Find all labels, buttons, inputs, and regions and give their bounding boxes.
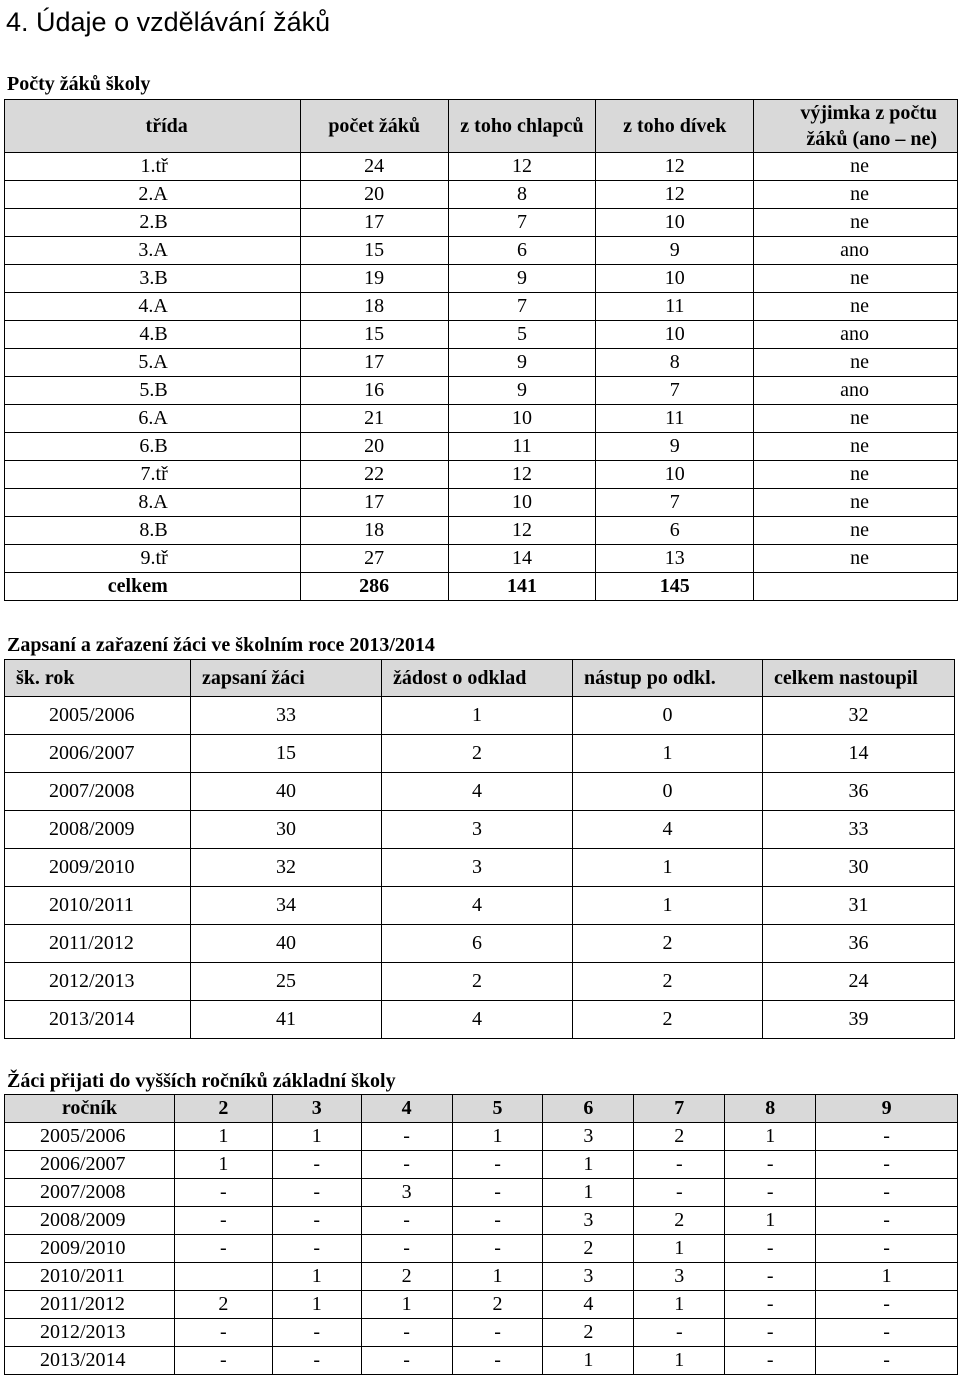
total-cell: 145 bbox=[596, 573, 754, 601]
table-cell: 1 bbox=[174, 1151, 272, 1179]
table-cell: 1 bbox=[272, 1123, 361, 1151]
table-row bbox=[5, 697, 955, 735]
table-cell: 19 bbox=[300, 265, 448, 293]
table-cell: - bbox=[272, 1235, 361, 1263]
table-cell: 1 bbox=[725, 1123, 816, 1151]
table-cell: 9 bbox=[596, 237, 754, 265]
table-row bbox=[5, 517, 958, 545]
table-cell: 2.B bbox=[5, 209, 301, 237]
table-cell: 1 bbox=[572, 849, 762, 887]
transfer-table bbox=[4, 1094, 958, 1375]
table-row bbox=[5, 1151, 958, 1179]
header-cell: celkem nastoupil bbox=[762, 660, 954, 697]
table-cell: ne bbox=[754, 293, 958, 321]
table-cell: 32 bbox=[190, 849, 381, 887]
table-cell: 20 bbox=[300, 181, 448, 209]
table-row bbox=[5, 461, 958, 489]
table-cell: - bbox=[725, 1235, 816, 1263]
table-cell: ne bbox=[754, 153, 958, 181]
table-cell: - bbox=[174, 1319, 272, 1347]
table-row bbox=[5, 1235, 958, 1263]
table-cell: 15 bbox=[300, 237, 448, 265]
table-cell: 16 bbox=[300, 377, 448, 405]
table-cell: - bbox=[174, 1179, 272, 1207]
table-cell: 7 bbox=[596, 377, 754, 405]
table-cell: 2013/2014 bbox=[5, 1001, 191, 1039]
table-cell: 4.A bbox=[5, 293, 301, 321]
table-cell: 7 bbox=[448, 293, 596, 321]
table-cell: 10 bbox=[596, 461, 754, 489]
table-cell: - bbox=[361, 1347, 452, 1375]
table-row bbox=[5, 433, 958, 461]
table-cell: - bbox=[272, 1179, 361, 1207]
table-cell: 10 bbox=[596, 209, 754, 237]
table-cell: 9 bbox=[448, 265, 596, 293]
table-cell: 6 bbox=[448, 237, 596, 265]
header-cell: 3 bbox=[272, 1095, 361, 1123]
table-row bbox=[5, 181, 958, 209]
table-cell: 6 bbox=[596, 517, 754, 545]
header-cell: šk. rok bbox=[5, 660, 191, 697]
table-cell: 13 bbox=[596, 545, 754, 573]
table-cell: - bbox=[174, 1347, 272, 1375]
table-cell: 1 bbox=[816, 1263, 958, 1291]
table-cell: ne bbox=[754, 489, 958, 517]
section1-caption: Počty žáků školy bbox=[7, 73, 151, 95]
table-cell: 1 bbox=[543, 1179, 634, 1207]
table-cell: 1 bbox=[634, 1347, 725, 1375]
table-cell: - bbox=[816, 1123, 958, 1151]
table-cell: 2011/2012 bbox=[5, 925, 191, 963]
table-cell: 4 bbox=[381, 1001, 572, 1039]
table-row bbox=[5, 489, 958, 517]
table-cell: 30 bbox=[762, 849, 954, 887]
table-cell: 1 bbox=[272, 1291, 361, 1319]
table-row bbox=[5, 1319, 958, 1347]
table-cell: - bbox=[816, 1151, 958, 1179]
table-cell: 31 bbox=[762, 887, 954, 925]
table-cell: 34 bbox=[190, 887, 381, 925]
table-cell: 11 bbox=[596, 405, 754, 433]
table-cell: 25 bbox=[190, 963, 381, 1001]
table-cell: - bbox=[725, 1319, 816, 1347]
table-row bbox=[5, 321, 958, 349]
table-cell: - bbox=[272, 1347, 361, 1375]
table-cell: ne bbox=[754, 181, 958, 209]
header-cell: 7 bbox=[634, 1095, 725, 1123]
table-row bbox=[5, 963, 955, 1001]
table-cell: 2008/2009 bbox=[5, 811, 191, 849]
table-cell: 33 bbox=[762, 811, 954, 849]
total-row bbox=[5, 573, 958, 601]
table-cell: 2 bbox=[174, 1291, 272, 1319]
table-row bbox=[5, 1179, 958, 1207]
total-cell: 286 bbox=[300, 573, 448, 601]
table-cell: 2012/2013 bbox=[5, 963, 191, 1001]
table-cell: 3 bbox=[543, 1207, 634, 1235]
table-cell: 3 bbox=[381, 811, 572, 849]
table-cell: 2 bbox=[572, 925, 762, 963]
table-cell: 2012/2013 bbox=[5, 1319, 175, 1347]
table-cell: - bbox=[816, 1179, 958, 1207]
header-cell: 6 bbox=[543, 1095, 634, 1123]
table-cell: 2 bbox=[452, 1291, 543, 1319]
table-cell: 4 bbox=[543, 1291, 634, 1319]
table-cell: 9 bbox=[596, 433, 754, 461]
table-cell: 2013/2014 bbox=[5, 1347, 175, 1375]
table-cell: - bbox=[272, 1151, 361, 1179]
table-cell: 2 bbox=[381, 735, 572, 773]
table-cell: 1 bbox=[572, 735, 762, 773]
table-row bbox=[5, 1347, 958, 1375]
table-cell: - bbox=[361, 1151, 452, 1179]
table-cell: 2010/2011 bbox=[5, 1263, 175, 1291]
table-cell: ne bbox=[754, 461, 958, 489]
table-cell: 11 bbox=[596, 293, 754, 321]
table-cell: 4 bbox=[381, 773, 572, 811]
table-cell: 8 bbox=[448, 181, 596, 209]
table-cell: 1 bbox=[725, 1207, 816, 1235]
header-cell: 2 bbox=[174, 1095, 272, 1123]
table-row bbox=[5, 349, 958, 377]
table-cell: 2009/2010 bbox=[5, 1235, 175, 1263]
table-cell: - bbox=[725, 1151, 816, 1179]
table-cell: 1 bbox=[381, 697, 572, 735]
table-cell: ne bbox=[754, 545, 958, 573]
table-cell: 2 bbox=[634, 1123, 725, 1151]
table-row bbox=[5, 265, 958, 293]
table-cell: ne bbox=[754, 405, 958, 433]
table-cell: 3 bbox=[543, 1123, 634, 1151]
table-cell: - bbox=[634, 1151, 725, 1179]
table-cell: 11 bbox=[448, 433, 596, 461]
table-cell: 22 bbox=[300, 461, 448, 489]
header-cell: ročník bbox=[5, 1095, 175, 1123]
table-cell: 40 bbox=[190, 773, 381, 811]
table-cell: 10 bbox=[596, 265, 754, 293]
table-cell: 17 bbox=[300, 209, 448, 237]
table-cell: 18 bbox=[300, 517, 448, 545]
table-row bbox=[5, 153, 958, 181]
table-cell: 21 bbox=[300, 405, 448, 433]
table-cell: - bbox=[725, 1263, 816, 1291]
table-cell: 10 bbox=[448, 489, 596, 517]
table-cell: 15 bbox=[300, 321, 448, 349]
table-cell: 15 bbox=[190, 735, 381, 773]
table-cell: 10 bbox=[448, 405, 596, 433]
table-cell: - bbox=[361, 1207, 452, 1235]
table-cell: - bbox=[452, 1151, 543, 1179]
table-cell: - bbox=[272, 1207, 361, 1235]
table-row bbox=[5, 887, 955, 925]
table-cell: 3 bbox=[634, 1263, 725, 1291]
table-cell: 2007/2008 bbox=[5, 773, 191, 811]
table-row bbox=[5, 405, 958, 433]
table-cell: 36 bbox=[762, 773, 954, 811]
table-cell: - bbox=[361, 1123, 452, 1151]
table-cell: 6.B bbox=[5, 433, 301, 461]
table-cell: 1 bbox=[174, 1123, 272, 1151]
table-row bbox=[5, 925, 955, 963]
table-cell: 10 bbox=[596, 321, 754, 349]
table-cell: 24 bbox=[762, 963, 954, 1001]
table-cell: 24 bbox=[300, 153, 448, 181]
table-cell: 36 bbox=[762, 925, 954, 963]
table-cell: 2006/2007 bbox=[5, 735, 191, 773]
table-cell: - bbox=[816, 1347, 958, 1375]
table-cell: ano bbox=[754, 321, 958, 349]
table-row bbox=[5, 237, 958, 265]
table-cell: - bbox=[816, 1207, 958, 1235]
table-cell: 3 bbox=[381, 849, 572, 887]
table-cell: ano bbox=[754, 237, 958, 265]
table-row bbox=[5, 1207, 958, 1235]
table-cell: - bbox=[272, 1319, 361, 1347]
table-cell: - bbox=[361, 1235, 452, 1263]
table-cell: 1 bbox=[272, 1263, 361, 1291]
table-cell: 7 bbox=[596, 489, 754, 517]
table-row bbox=[5, 1123, 958, 1151]
table-cell: 2007/2008 bbox=[5, 1179, 175, 1207]
table-cell: 4 bbox=[572, 811, 762, 849]
header-cell: 9 bbox=[816, 1095, 958, 1123]
header-cell: 8 bbox=[725, 1095, 816, 1123]
table-cell: 33 bbox=[190, 697, 381, 735]
table-cell: 1 bbox=[361, 1291, 452, 1319]
table-cell: 4.B bbox=[5, 321, 301, 349]
table-cell: 3 bbox=[543, 1263, 634, 1291]
total-cell bbox=[754, 573, 958, 601]
header-cell: počet žáků bbox=[300, 100, 448, 153]
table-cell: 2 bbox=[634, 1207, 725, 1235]
table-cell: 20 bbox=[300, 433, 448, 461]
table-cell: 30 bbox=[190, 811, 381, 849]
table-cell: - bbox=[174, 1207, 272, 1235]
table-cell: 8.B bbox=[5, 517, 301, 545]
table-cell: 2005/2006 bbox=[5, 697, 191, 735]
table-cell: 9 bbox=[448, 377, 596, 405]
table-cell: 3.B bbox=[5, 265, 301, 293]
table-cell: 1 bbox=[452, 1263, 543, 1291]
table-cell: 14 bbox=[762, 735, 954, 773]
table-cell: 2 bbox=[543, 1319, 634, 1347]
table-row bbox=[5, 849, 955, 887]
header-cell: z toho chlapců bbox=[448, 100, 596, 153]
table-header-row bbox=[5, 660, 955, 697]
table-cell: 0 bbox=[572, 773, 762, 811]
table-row bbox=[5, 1263, 958, 1291]
table-cell: 2010/2011 bbox=[5, 887, 191, 925]
table-cell: 2006/2007 bbox=[5, 1151, 175, 1179]
table-cell: 18 bbox=[300, 293, 448, 321]
table-cell: 0 bbox=[572, 697, 762, 735]
table-row bbox=[5, 377, 958, 405]
table-cell: 12 bbox=[448, 517, 596, 545]
table-cell bbox=[174, 1263, 272, 1291]
table-cell: 8.A bbox=[5, 489, 301, 517]
table-cell: - bbox=[452, 1179, 543, 1207]
header-cell: z toho dívek bbox=[596, 100, 754, 153]
total-cell: celkem bbox=[5, 573, 301, 601]
table-cell: 17 bbox=[300, 489, 448, 517]
table-cell: 27 bbox=[300, 545, 448, 573]
header-cell: nástup po odkl. bbox=[572, 660, 762, 697]
table-row bbox=[5, 293, 958, 321]
table-row bbox=[5, 209, 958, 237]
table-cell: 9 bbox=[448, 349, 596, 377]
table-cell: 5.B bbox=[5, 377, 301, 405]
table-cell: - bbox=[174, 1235, 272, 1263]
table-cell: - bbox=[361, 1319, 452, 1347]
table-cell: - bbox=[452, 1319, 543, 1347]
table-cell: 7 bbox=[448, 209, 596, 237]
table-cell: - bbox=[725, 1291, 816, 1319]
header-cell: 4 bbox=[361, 1095, 452, 1123]
table-cell: 14 bbox=[448, 545, 596, 573]
table-cell: 5.A bbox=[5, 349, 301, 377]
table-cell: 3.A bbox=[5, 237, 301, 265]
table-cell: 12 bbox=[448, 153, 596, 181]
table-cell: 1 bbox=[543, 1151, 634, 1179]
total-cell: 141 bbox=[448, 573, 596, 601]
table-cell: - bbox=[725, 1347, 816, 1375]
table-cell: 9.tř bbox=[5, 545, 301, 573]
table-cell: 4 bbox=[381, 887, 572, 925]
table-cell: 2 bbox=[543, 1235, 634, 1263]
table-cell: 12 bbox=[448, 461, 596, 489]
table-cell: - bbox=[452, 1235, 543, 1263]
table-cell: ne bbox=[754, 349, 958, 377]
table-cell: 2 bbox=[572, 963, 762, 1001]
table-cell: 39 bbox=[762, 1001, 954, 1039]
class-counts-table bbox=[4, 99, 958, 601]
header-cell: zapsaní žáci bbox=[190, 660, 381, 697]
table-cell: 1 bbox=[634, 1235, 725, 1263]
table-cell: 5 bbox=[448, 321, 596, 349]
table-row bbox=[5, 1291, 958, 1319]
section2-caption: Zapsaní a zařazení žáci ve školním roce 2013/2014 bbox=[7, 634, 435, 656]
table-header-row bbox=[5, 100, 958, 153]
header-cell: 5 bbox=[452, 1095, 543, 1123]
table-row bbox=[5, 545, 958, 573]
table-cell: ne bbox=[754, 265, 958, 293]
table-row bbox=[5, 811, 955, 849]
table-cell: 17 bbox=[300, 349, 448, 377]
table-cell: 2011/2012 bbox=[5, 1291, 175, 1319]
table-cell: 1 bbox=[634, 1291, 725, 1319]
enrollment-table bbox=[4, 659, 955, 1039]
header-cell: žádost o odklad bbox=[381, 660, 572, 697]
header-cell: výjimka z počtu žáků (ano – ne) bbox=[754, 100, 958, 153]
table-cell: ne bbox=[754, 209, 958, 237]
table-cell: 32 bbox=[762, 697, 954, 735]
table-cell: 12 bbox=[596, 181, 754, 209]
table-cell: 2.A bbox=[5, 181, 301, 209]
table-cell: ne bbox=[754, 433, 958, 461]
table-cell: 3 bbox=[361, 1179, 452, 1207]
table-cell: 12 bbox=[596, 153, 754, 181]
table-cell: 6 bbox=[381, 925, 572, 963]
table-cell: 1 bbox=[452, 1123, 543, 1151]
table-cell: 2005/2006 bbox=[5, 1123, 175, 1151]
table-cell: 8 bbox=[596, 349, 754, 377]
table-cell: - bbox=[816, 1235, 958, 1263]
table-cell: 6.A bbox=[5, 405, 301, 433]
table-cell: 1 bbox=[572, 887, 762, 925]
table-cell: 2 bbox=[361, 1263, 452, 1291]
section3-caption: Žáci přijati do vyšších ročníků základní školy bbox=[7, 1070, 396, 1092]
header-cell: třída bbox=[5, 100, 301, 153]
table-row bbox=[5, 773, 955, 811]
table-cell: 7.tř bbox=[5, 461, 301, 489]
table-cell: - bbox=[452, 1347, 543, 1375]
table-cell: 40 bbox=[190, 925, 381, 963]
table-row bbox=[5, 1001, 955, 1039]
table-cell: 2009/2010 bbox=[5, 849, 191, 887]
table-cell: - bbox=[816, 1319, 958, 1347]
table-cell: 2008/2009 bbox=[5, 1207, 175, 1235]
table-cell: - bbox=[634, 1319, 725, 1347]
page-title: 4. Údaje o vzdělávání žáků bbox=[6, 7, 331, 37]
table-cell: - bbox=[634, 1179, 725, 1207]
table-cell: ne bbox=[754, 517, 958, 545]
table-cell: - bbox=[452, 1207, 543, 1235]
table-cell: 2 bbox=[381, 963, 572, 1001]
table-cell: 2 bbox=[572, 1001, 762, 1039]
table-cell: 41 bbox=[190, 1001, 381, 1039]
table-cell: 1 bbox=[543, 1347, 634, 1375]
table-cell: 1.tř bbox=[5, 153, 301, 181]
table-cell: - bbox=[725, 1179, 816, 1207]
table-cell: - bbox=[816, 1291, 958, 1319]
table-header-row bbox=[5, 1095, 958, 1123]
table-row bbox=[5, 735, 955, 773]
table-cell: ano bbox=[754, 377, 958, 405]
